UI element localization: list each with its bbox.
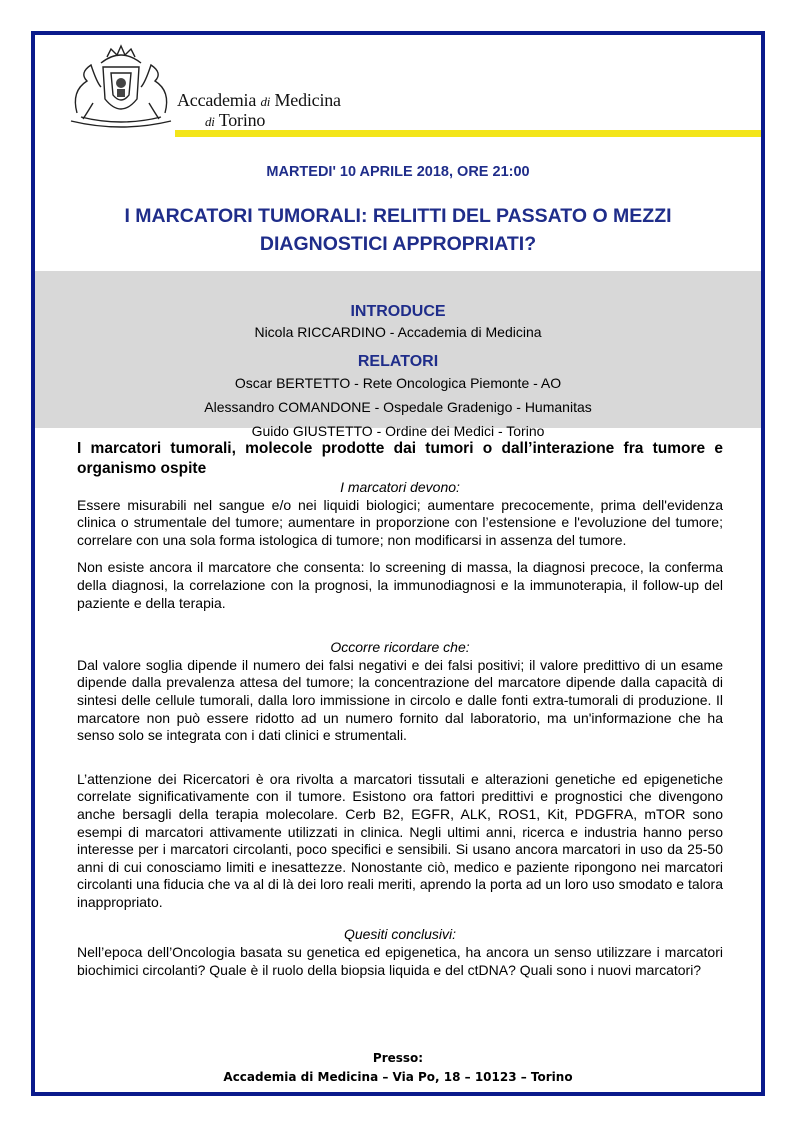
- relatore-3: Guido GIUSTETTO - Ordine dei Medici - Torino: [251, 423, 545, 439]
- page-frame: [31, 31, 765, 1096]
- relatore-1: Oscar BERTETTO - Rete Oncologica Piemonte - AO: [234, 375, 562, 391]
- event-title: [55, 202, 741, 258]
- header: [35, 35, 761, 133]
- paragraph-5: Nell’epoca dell’Oncologia basata su genetica ed epigenetica, ha ancora un senso utilizzare i marcatori biochimici circolanti? Quale è il ruolo della biopsia liquida e del ctDNA? Quali sono i nuovi marcatori?: [77, 944, 723, 978]
- footer: [35, 1049, 761, 1087]
- yellow-rule: [175, 130, 761, 137]
- subheading-occorre-ricordare: Occorre ricordare che:: [330, 639, 470, 656]
- speakers-box: [35, 271, 761, 439]
- relatori-heading: RELATORI: [357, 353, 439, 370]
- paragraph-4: L’attenzione dei Ricercatori è ora rivolta a marcatori tissutali e alterazioni genetiche ed epigenetiche correlate significativamente con il tumore. Esistono ora fattori predittivi e prognostici che divengono anche bersagli della terapia molecolare. Cerb B2, EGFR, ALK, ROS1, Kit, PDGFRA, mTOR sono esempi di marcatori attivamente utilizzati in clinica. Negli ultimi anni, ricerca e industria hanno perso interesse per i marcatori circolanti, poco specifici e sensibili. Si usano ancora marcatori in uso da 25-50 anni di cui conosciamo limiti e inesattezze. Nonostante ciò, medico e paziente ripongono nei marcatori circolanti una fiducia che va al di là dei loro reali meriti, aprendo la porta ad un loro uso smodato e talora inappropriato.: [77, 770, 723, 910]
- subheading-marcatori-devono: I marcatori devono:: [340, 479, 460, 495]
- event-date: MARTEDI' 10 APRILE 2018, ORE 21:00: [266, 164, 530, 180]
- body-content: [77, 439, 723, 979]
- paragraph-3: Dal valore soglia dipende il numero dei falsi negativi e dei falsi positivi; il valore predittivo di un esame dipende dalla prevalenza attesa del tumore; la concentrazione del marcatore dipende dalla capacità di sintesi delle cellule tumorali, dalla loro immissione in circolo e dalle fonti extra-tumorali di produzione. Il marcatore non può essere ridotto ad un numero fornito dal laboratorio, ma un'informazione che ha senso solo se integrata con i dati clinici e strumentali.: [77, 656, 723, 744]
- footer-label: Presso:: [372, 1051, 424, 1065]
- relatore-2: Alessandro COMANDONE - Ospedale Gradenigo - Humanitas: [204, 399, 592, 415]
- academy-logo-text: Accademia di Medicina di Torino: [177, 90, 341, 130]
- title-line-1: I MARCATORI TUMORALI: RELITTI DEL PASSATO O MEZZI: [124, 205, 672, 227]
- paragraph-1: Essere misurabili nel sangue e/o nei liquidi biologici; aumentare precocemente, prima dell'evidenza clinica o strumentale del tumore; aumentare in proporzione con l’estensione e l'evoluzione del tumore; correlare con una sola forma istologica di tumore; non modificarsi in assenza del tumore.: [77, 496, 723, 548]
- subheading-quesiti-conclusivi: Quesiti conclusivi:: [343, 926, 457, 943]
- title-line-2: DIAGNOSTICI APPROPRIATI?: [259, 233, 537, 255]
- introduce-heading: INTRODUCE: [350, 303, 446, 320]
- coat-of-arms-icon: [57, 43, 185, 131]
- paragraph-2: Non esiste ancora il marcatore che consenta: lo screening di massa, la diagnosi precoce, la conferma della diagnosi, la correlazione con la prognosi, la immunodiagnosi e la immunoterapia, il follow-up del paziente e della terapia.: [77, 559, 723, 611]
- intro-heading: I marcatori tumorali, molecole prodotte dai tumori o dall’interazione fra tumore e organismo ospite: [77, 440, 723, 477]
- introducer: Nicola RICCARDINO - Accademia di Medicina: [254, 324, 542, 340]
- footer-address: Accademia di Medicina – Via Po, 18 – 10123 – Torino: [223, 1070, 573, 1084]
